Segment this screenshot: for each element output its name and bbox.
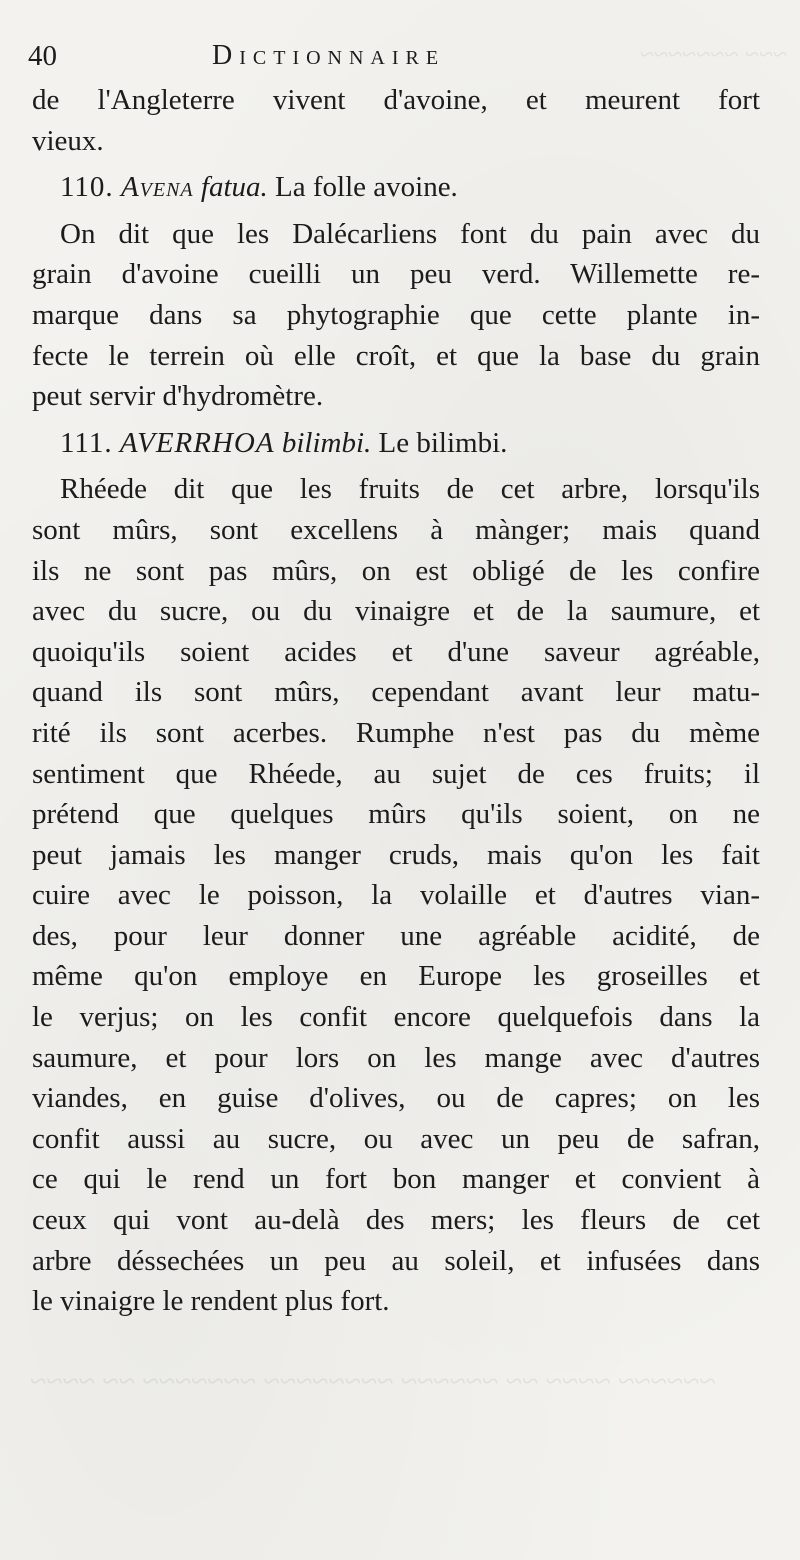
text-line: vieux.	[32, 124, 104, 157]
text-line: sentiment que Rhéede, au sujet de ces fruits; il	[32, 757, 760, 790]
text-line: quand ils sont mûrs, cependant avant leur matu-	[32, 676, 760, 709]
text-line: quoiqu'ils soient acides et d'une saveur agréable,	[32, 635, 760, 668]
text-line: prétend que quelques mûrs qu'ils soient, on ne	[32, 798, 760, 831]
text-line: le verjus; on les confit encore quelquefois dans la	[32, 1001, 760, 1034]
show-through-bleed-top: ~~~ ~~~~~~~	[640, 40, 788, 69]
running-head	[28, 36, 588, 76]
text-line: confit aussi au sucre, ou avec un peu de safran,	[32, 1122, 760, 1155]
entry-species: fatua.	[200, 171, 268, 204]
text-line: de l'Angleterre vivent d'avoine, et meurent fort	[32, 84, 760, 116]
text-line: le vinaigre le rendent plus fort.	[32, 1285, 390, 1318]
page-number: 40	[28, 40, 57, 72]
text-line: On dit que les Dalécarliens font du pain avec du	[60, 217, 760, 250]
text-line: même qu'on employe en Europe les groseilles et	[32, 960, 760, 993]
entry-heading-110	[32, 167, 760, 208]
text-line: ce qui le rend un fort bon manger et convient à	[32, 1163, 760, 1196]
entry-number: 110.	[60, 171, 114, 204]
entry-heading-111	[32, 423, 760, 464]
text-line: fecte le terrein où elle croît, et que la base du grain	[32, 339, 760, 372]
text-line: saumure, et pour lors on les mange avec d'autres	[32, 1041, 760, 1074]
text-line: grain d'avoine cueilli un peu verd. Willemette re-	[32, 258, 760, 291]
text-line: des, pour leur donner une agréable acidité, de	[32, 919, 760, 952]
entry-genus: AVERRHOA	[119, 426, 275, 459]
body-text	[32, 80, 760, 1322]
text-line: arbre déssechées un peu au soleil, et infusées dans	[32, 1244, 760, 1277]
text-line: Rhéede dit que les fruits de cet arbre, lorsqu'ils	[60, 473, 760, 506]
text-line: avec du sucre, ou du vinaigre et de la saumure, et	[32, 595, 760, 628]
text-line: peut jamais les manger cruds, mais qu'on les fait	[32, 838, 760, 871]
entry-common-name: Le bilimbi.	[378, 426, 508, 459]
text-line: sont mûrs, sont excellens à mànger; mais quand	[32, 513, 760, 546]
entry-species: bilimbi.	[281, 426, 372, 459]
text-line: peut servir d'hydromètre.	[32, 380, 324, 413]
text-line: cuire avec le poisson, la volaille et d'autres vian-	[32, 879, 760, 912]
show-through-bleed: ~~~~~~ ~~~~ ~~ ~~~~~~ ~~~~~~~~ ~~~~~~~ ~~ ~~~~	[30, 1365, 716, 1398]
running-title: Dictionnaire	[212, 40, 446, 71]
text-line: marque dans sa phytographie que cette plante in-	[32, 298, 760, 331]
text-line: rité ils sont acerbes. Rumphe n'est pas du mème	[32, 716, 760, 749]
text-line: viandes, en guise d'olives, ou de capres; on les	[32, 1082, 760, 1115]
entry-common-name: La folle avoine.	[275, 171, 458, 204]
text-line: ceux qui vont au-delà des mers; les fleurs de cet	[32, 1204, 760, 1237]
entry-genus: Avena	[120, 171, 194, 204]
entry-number: 111.	[60, 426, 113, 459]
text-line: ils ne sont pas mûrs, on est obligé de les confire	[32, 554, 760, 587]
